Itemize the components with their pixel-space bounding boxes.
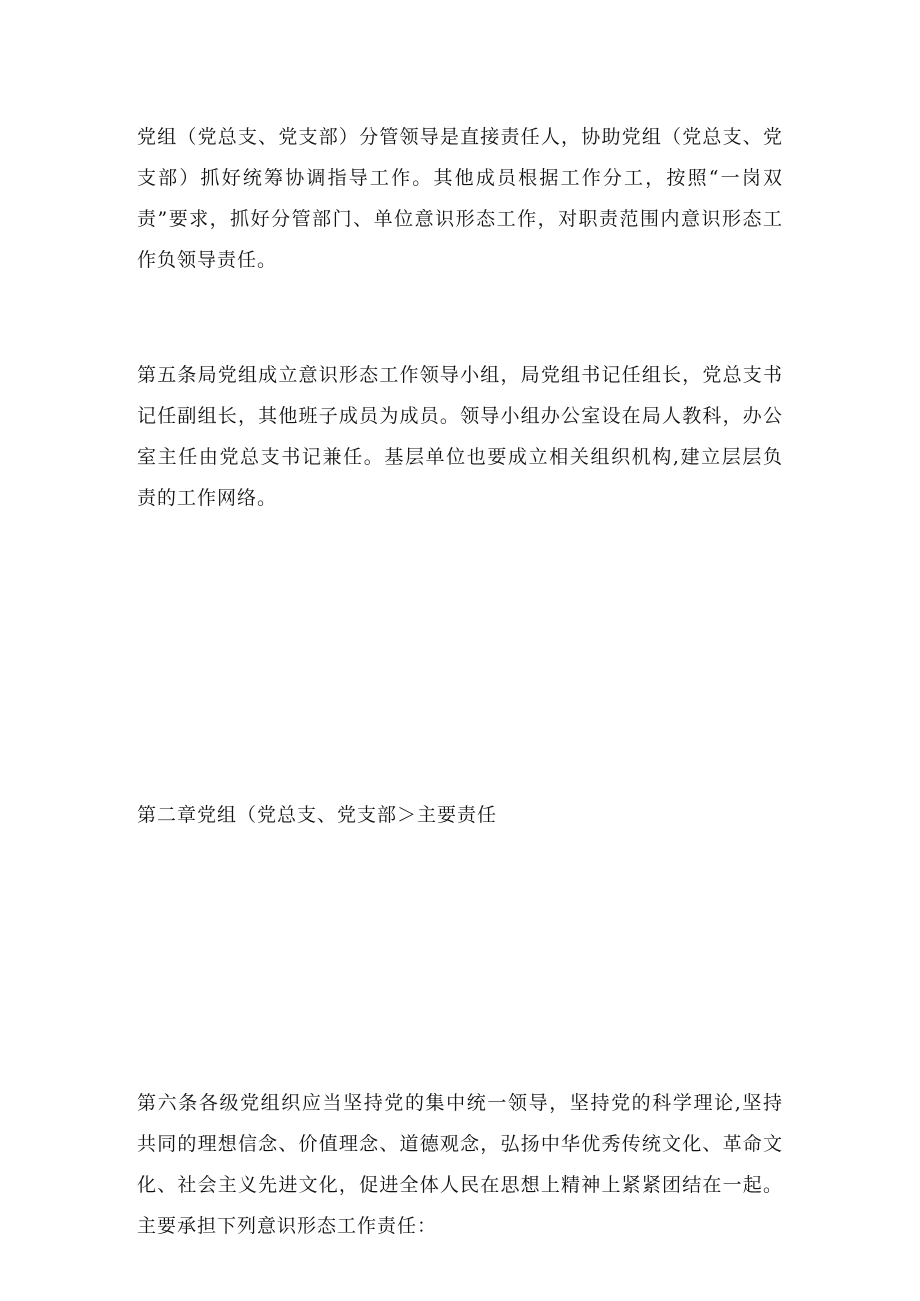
text-line: 记任副组长，其他班子成员为成员。领导小组办公室设在局人教科，办公 xyxy=(137,405,783,427)
text-line: 主要承担下列意识形态工作责任： xyxy=(137,1215,438,1237)
heading-line: 第二章党组（党总支、党支部＞主要责任 xyxy=(137,804,498,826)
paragraph-direct-responsibility xyxy=(137,117,783,281)
text-line: 化、社会主义先进文化，促进全体人民在思想上精神上紧紧团结在一起。 xyxy=(137,1174,783,1196)
text-line: 共同的理想信念、价值理念、道德观念，弘扬中华优秀传统文化、革命文 xyxy=(137,1133,783,1155)
paragraph-article-6 xyxy=(137,1083,783,1247)
text-line: 第六条各级党组织应当坚持党的集中统一领导，坚持党的科学理论,坚持 xyxy=(137,1092,783,1114)
chapter-2-heading xyxy=(137,795,783,836)
text-line: 作负领导责任。 xyxy=(137,249,278,271)
text-line: 党组（党总支、党支部）分管领导是直接责任人，协助党组（党总支、党 xyxy=(137,126,783,148)
text-line: 支部）抓好统筹协调指导工作。其他成员根据工作分工，按照“一岗双 xyxy=(137,167,783,189)
text-line: 第五条局党组成立意识形态工作领导小组，局党组书记任组长，党总支书 xyxy=(137,364,783,386)
paragraph-article-5 xyxy=(137,355,783,519)
text-line: 责”要求，抓好分管部门、单位意识形态工作，对职责范围内意识形态工 xyxy=(137,208,783,230)
text-line: 责的工作网络。 xyxy=(137,487,278,509)
text-line: 室主任由党总支书记兼任。基层单位也要成立相关组织机构,建立层层负 xyxy=(137,446,783,468)
